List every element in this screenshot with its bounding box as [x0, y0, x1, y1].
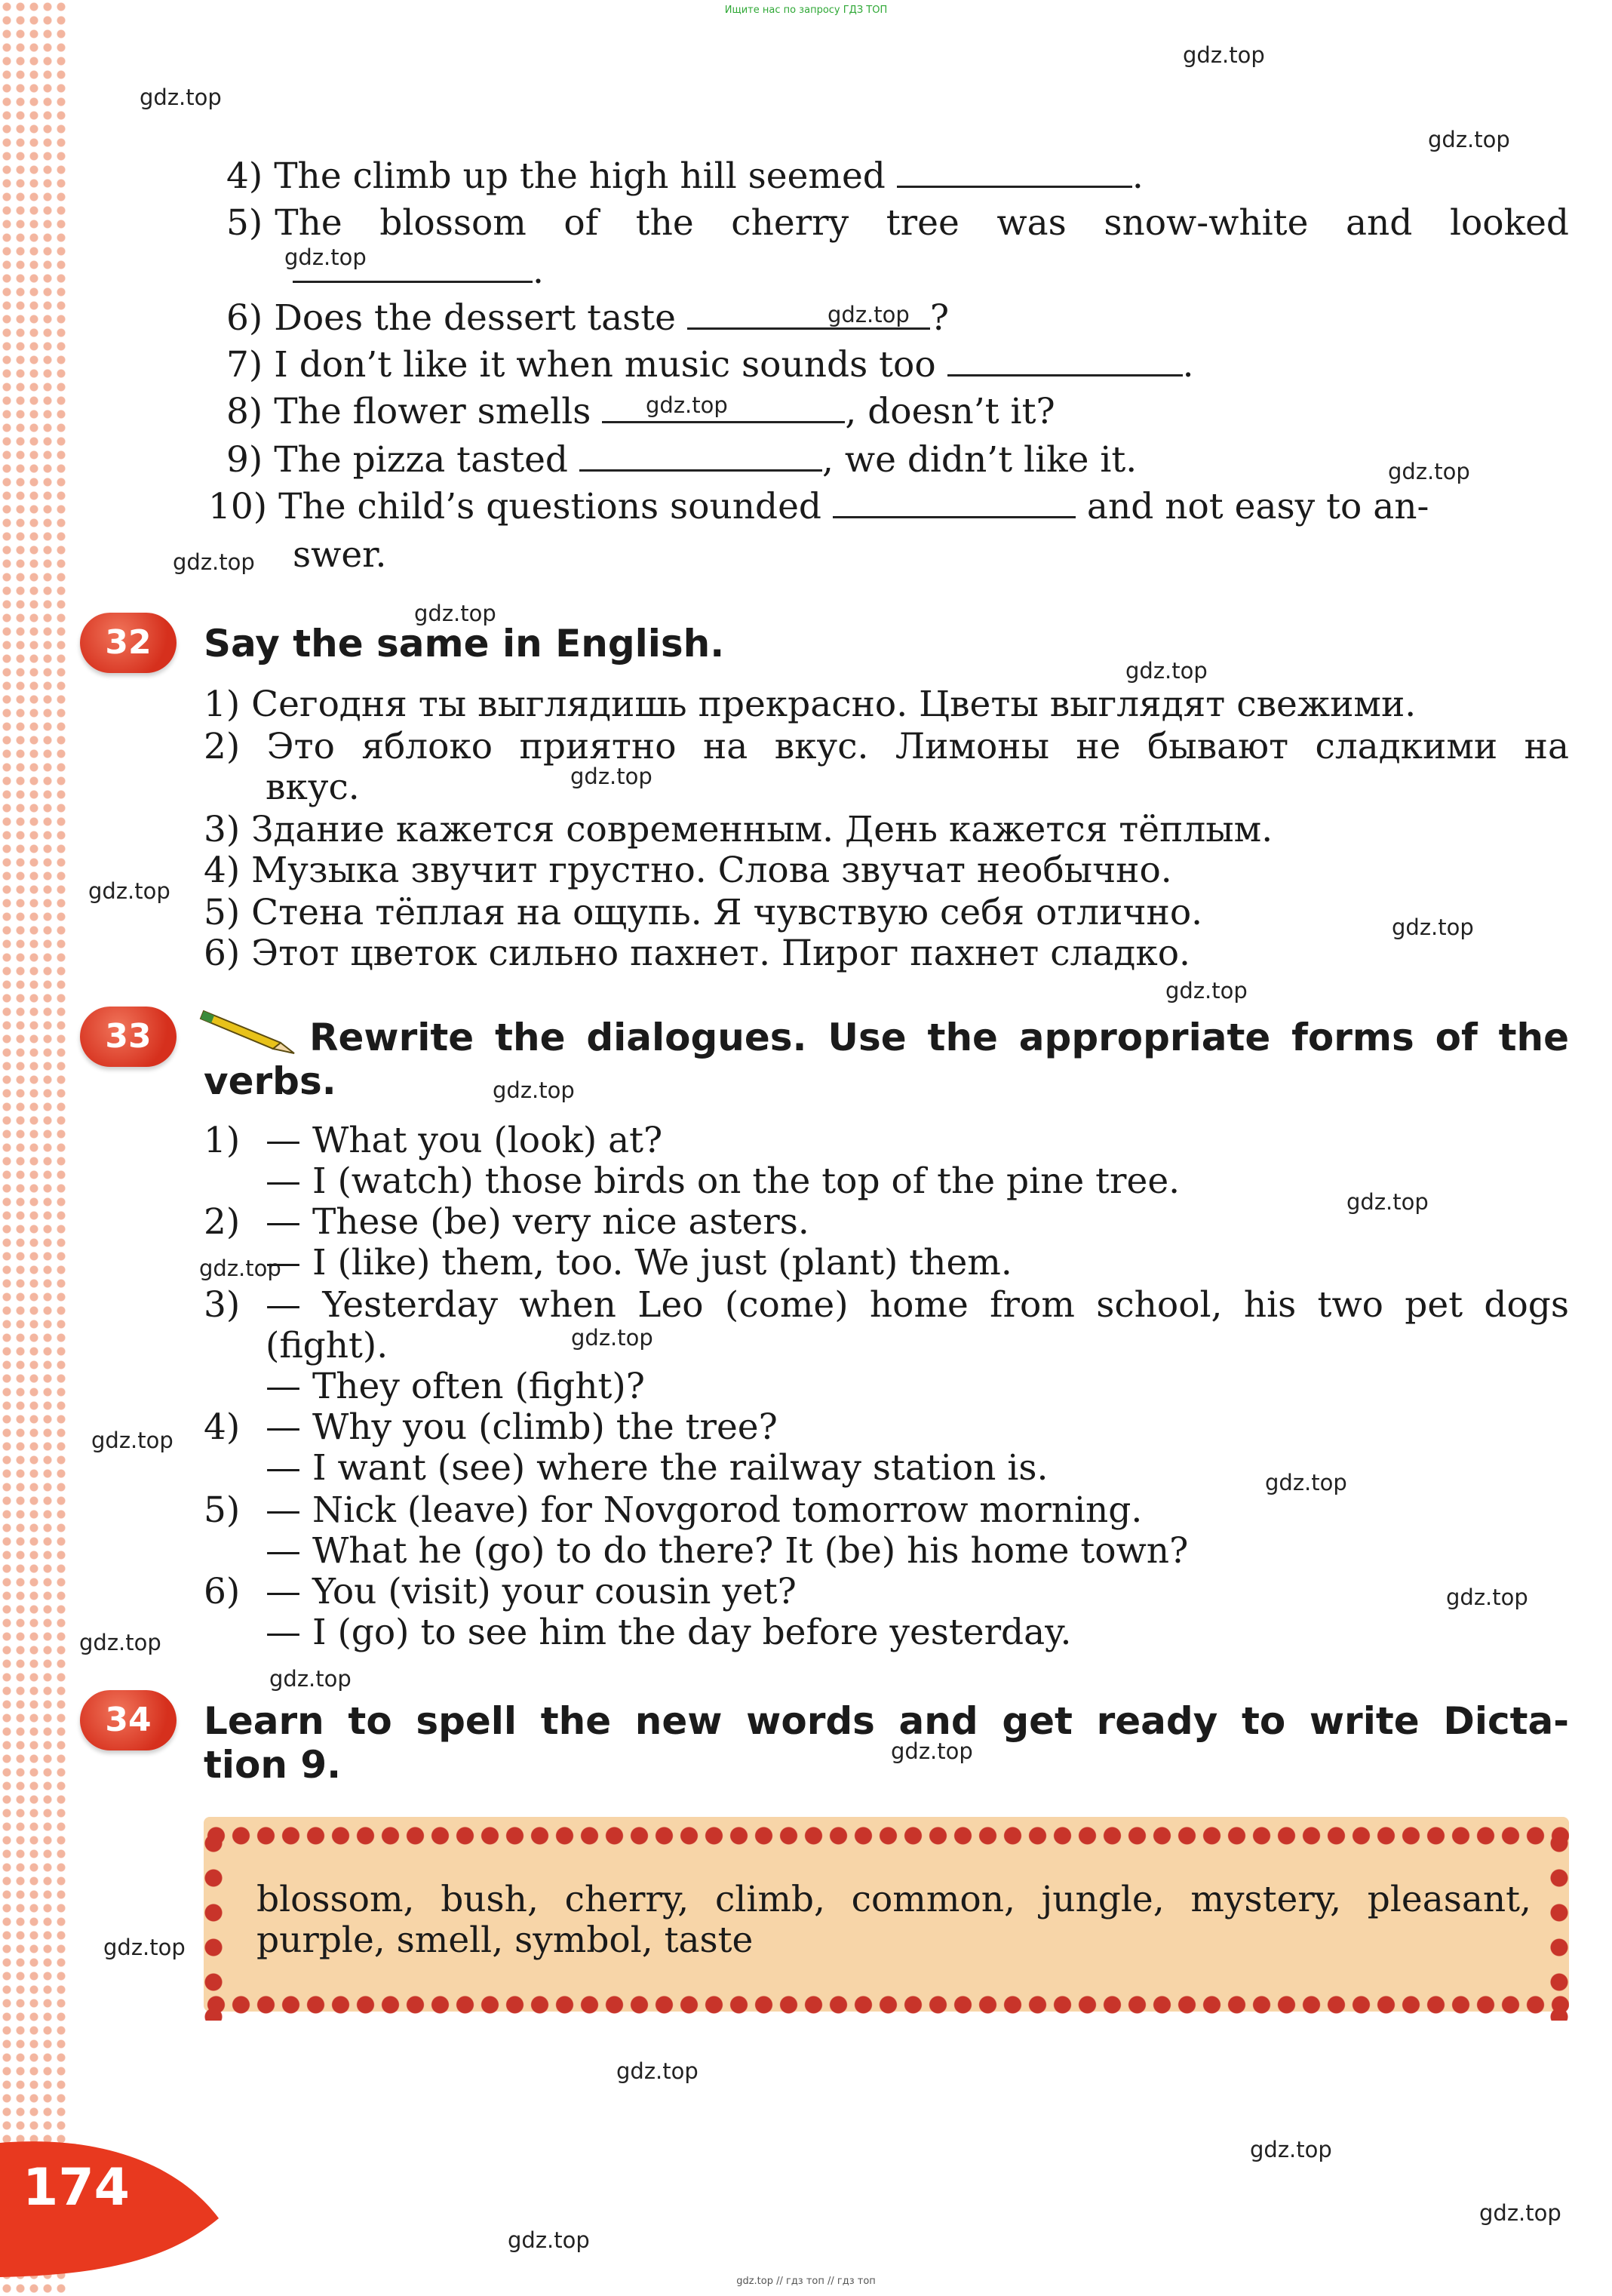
header-note: Ищите нас по запросу ГДЗ ТОП [724, 5, 888, 16]
exercise-number-badge: 32 [80, 613, 177, 673]
watermark: gdz.top [570, 764, 652, 789]
ex33-line-text: — Nick (leave) for Novgorod tomorrow morning. [266, 1489, 1143, 1531]
watermark: gdz.top [79, 1630, 161, 1655]
watermark: gdz.top [414, 601, 496, 626]
exercise-number-badge: 34 [80, 1690, 177, 1750]
ex31-item-6: 6) Does the dessert taste ? [226, 297, 950, 339]
ex31-item-10-cont: swer. [293, 534, 387, 576]
ex33-title-cont: verbs. [204, 1059, 336, 1103]
ex32-line: 5) Стена тёплая на ощупь. Я чувствую себя отлично. [204, 892, 1203, 933]
ex32-title: Say the same in English. [204, 622, 725, 665]
ex33-line-text: — I (go) to see him the day before yesterday. [266, 1612, 1072, 1653]
ex32-line: 2) Это яблоко приятно на вкус. Лимоны не бывают сладкими на [204, 726, 1569, 767]
watermark: gdz.top [199, 1256, 281, 1281]
ex33-line-text: (fight). [266, 1325, 388, 1366]
watermark: gdz.top [1479, 2200, 1561, 2226]
watermark: gdz.top [173, 549, 255, 575]
watermark: gdz.top [1388, 459, 1470, 484]
watermark: gdz.top [827, 302, 910, 327]
watermark: gdz.top [103, 1935, 186, 1960]
ex33-line-text: — What he (go) to do there? It (be) his home town? [266, 1530, 1189, 1572]
watermark: gdz.top [646, 392, 728, 418]
watermark: gdz.top [1346, 1189, 1429, 1215]
ex31-item-8: 8) The flower smells , doesn’t it? [226, 391, 1055, 432]
ex31-item-9: 9) The pizza tasted , we didn’t like it. [226, 439, 1138, 481]
ex34-title-cont: tion 9. [204, 1743, 342, 1787]
watermark: gdz.top [269, 1666, 352, 1692]
pencil-icon [198, 1004, 296, 1056]
watermark: gdz.top [88, 878, 170, 904]
ex33-line-text: — I (watch) those birds on the top of the pine tree. [266, 1160, 1181, 1202]
word-list-line: purple, smell, symbol, taste [256, 1919, 754, 1961]
ex33-line-text: — What you (look) at? [266, 1120, 663, 1161]
watermark: gdz.top [493, 1077, 575, 1103]
watermark: gdz.top [91, 1428, 173, 1453]
watermark: gdz.top [571, 1325, 653, 1351]
ex33-line-text: — These (be) very nice asters. [266, 1201, 809, 1243]
ex33-line: 3) [204, 1284, 241, 1326]
ex33-line-text: — You (visit) your cousin yet? [266, 1571, 797, 1612]
ex33-line: 1) [204, 1120, 241, 1161]
dotted-border-right [1549, 1826, 1569, 2021]
ex33-title: Rewrite the dialogues. Use the appropriate forms of the [309, 1016, 1569, 1059]
ex31-item-5-blank: . [293, 254, 544, 289]
ex31-item-10: 10) The child’s questions sounded and not easy to an- [208, 486, 1429, 527]
watermark: gdz.top [1125, 658, 1208, 684]
word-list-line: blossom, bush, cherry, climb, common, jungle, mystery, pleasant, [256, 1879, 1531, 1920]
ex34-title: Learn to spell the new words and get ready to write Dicta- [204, 1699, 1569, 1743]
ex33-line: 4) [204, 1406, 241, 1448]
watermark: gdz.top [284, 244, 367, 270]
ex32-line: 4) Музыка звучит грустно. Слова звучат необычно. [204, 850, 1172, 891]
ex33-line-text: — Why you (climb) the tree? [266, 1406, 778, 1448]
dotted-border-bottom [204, 1995, 1569, 2015]
watermark: gdz.top [1250, 2137, 1332, 2162]
watermark: gdz.top [1428, 127, 1510, 152]
dotted-border-top [204, 1826, 1569, 1846]
watermark: gdz.top [1392, 914, 1474, 940]
watermark: gdz.top [891, 1738, 973, 1764]
ex31-item-7: 7) I don’t like it when music sounds too . [226, 344, 1194, 386]
decorative-dot-border [0, 0, 69, 2296]
watermark: gdz.top [1165, 978, 1248, 1004]
ex32-line: 3) Здание кажется современным. День кажется тёплым. [204, 809, 1273, 850]
watermark: gdz.top [508, 2227, 590, 2253]
ex32-line: 6) Этот цветок сильно пахнет. Пирог пахнет сладко. [204, 933, 1190, 974]
dotted-border-left [204, 1826, 223, 2021]
watermark: gdz.top [1265, 1470, 1347, 1495]
ex33-line-text: — Yesterday when Leo (come) home from school, his two pet dogs [266, 1284, 1569, 1326]
ex31-item-4: 4) The climb up the high hill seemed . [226, 155, 1144, 197]
ex33-line: 2) [204, 1201, 241, 1243]
watermark: gdz.top [1183, 42, 1265, 68]
exercise-number-badge: 33 [80, 1007, 177, 1067]
watermark: gdz.top [616, 2058, 699, 2084]
ex32-line: 1) Сегодня ты выглядишь прекрасно. Цветы выглядят свежими. [204, 684, 1417, 725]
watermark: gdz.top [1446, 1584, 1528, 1610]
ex32-line: вкус. [266, 767, 360, 808]
ex33-line: 5) [204, 1489, 241, 1531]
ex33-line: 6) [204, 1571, 241, 1612]
ex31-item-5: 5) The blossom of the cherry tree was snow-white and looked [226, 202, 1569, 244]
page-number: 174 [23, 2158, 130, 2218]
ex33-line-text: — I (like) them, too. We just (plant) them. [266, 1242, 1012, 1283]
ex33-line-text: — I want (see) where the railway station is. [266, 1447, 1049, 1489]
ex33-line-text: — They often (fight)? [266, 1366, 645, 1407]
watermark: gdz.top [140, 85, 222, 110]
footer-note: gdz.top // гдз топ // гдз топ [736, 2276, 876, 2287]
